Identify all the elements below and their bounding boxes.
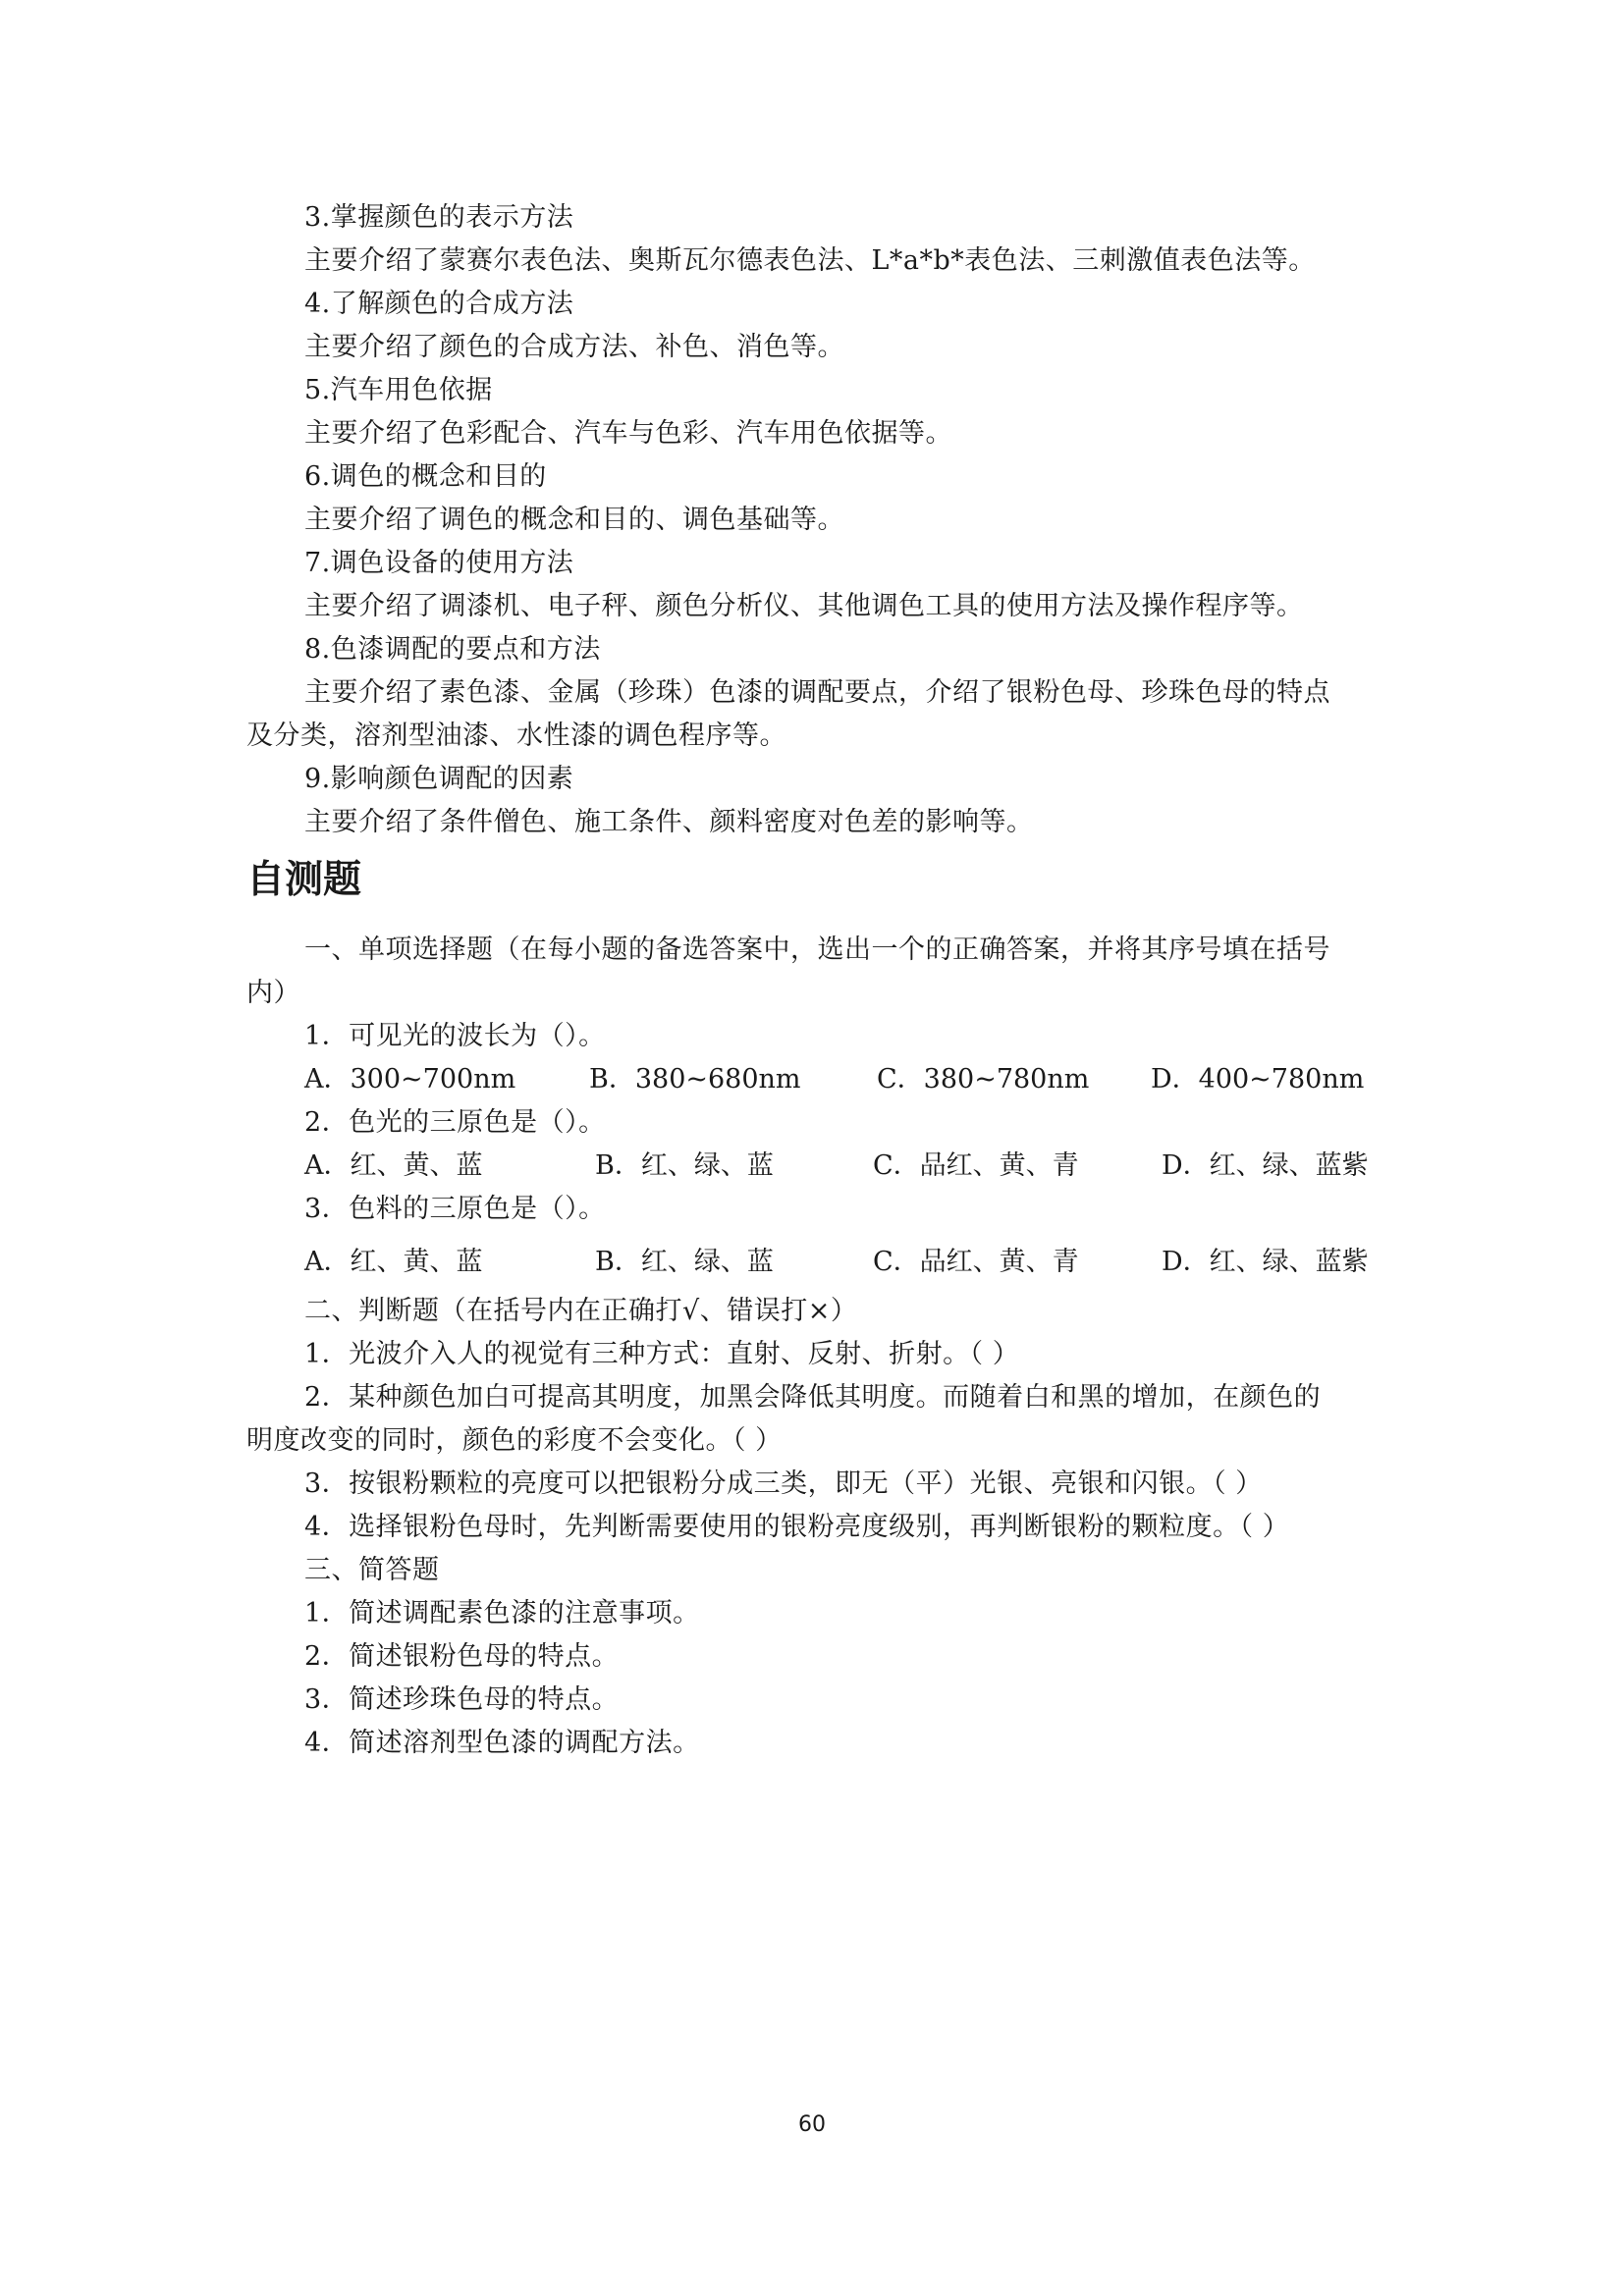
summary-title-5: 5.汽车用色依据 [304,375,493,405]
summary-desc-4: 主要介绍了颜色的合成方法、补色、消色等。 [304,332,844,362]
short-answer-question-1: 1．简述调配素色漆的注意事项。 [304,1598,700,1629]
summary-title-3: 3.掌握颜色的表示方法 [304,202,574,233]
choice-question-2: 2．色光的三原色是（）。 [304,1107,606,1138]
choice-3-option-a: A．红、黄、蓝 [304,1247,483,1277]
single-choice-intro-line2: 内） [246,978,300,1008]
short-answer-intro: 三、简答题 [304,1555,440,1585]
summary-desc-8-line1: 主要介绍了素色漆、金属（珍珠）色漆的调配要点，介绍了银粉色母、珍珠色母的特点 [304,677,1330,708]
choice-3-option-b: B．红、绿、蓝 [595,1247,774,1277]
summary-title-4: 4.了解颜色的合成方法 [304,289,574,319]
choice-1-option-b: B．380~680nm [589,1064,801,1095]
summary-title-6: 6.调色的概念和目的 [304,461,547,492]
summary-desc-7: 主要介绍了调漆机、电子秤、颜色分析仪、其他调色工具的使用方法及操作程序等。 [304,591,1304,621]
true-false-question-2-line2: 明度改变的同时，颜色的彩度不会变化。（ ） [246,1425,783,1456]
summary-desc-8-line2: 及分类，溶剂型油漆、水性漆的调色程序等。 [246,721,786,751]
choice-question-1: 1．可见光的波长为（）。 [304,1021,606,1051]
choice-1-option-d: D．400~780nm [1151,1064,1365,1095]
choice-3-option-d: D．红、绿、蓝紫 [1162,1247,1369,1277]
summary-desc-6: 主要介绍了调色的概念和目的、调色基础等。 [304,505,844,535]
choice-3-option-c: C．品红、黄、青 [873,1247,1079,1277]
page-number: 60 [798,2112,826,2137]
summary-desc-5: 主要介绍了色彩配合、汽车与色彩、汽车用色依据等。 [304,418,952,449]
true-false-question-1: 1．光波介入人的视觉有三种方式：直射、反射、折射。（ ） [304,1339,1020,1369]
choice-2-option-c: C．品红、黄、青 [873,1150,1079,1181]
choice-2-option-b: B．红、绿、蓝 [595,1150,774,1181]
single-choice-intro-line1: 一、单项选择题（在每小题的备选答案中，选出一个的正确答案，并将其序号填在括号 [304,934,1330,965]
short-answer-question-4: 4．简述溶剂型色漆的调配方法。 [304,1728,700,1758]
self-test-heading: 自测题 [246,858,362,902]
true-false-question-4: 4．选择银粉色母时，先判断需要使用的银粉亮度级别，再判断银粉的颗粒度。（ ） [304,1512,1290,1542]
choice-1-option-a: A．300~700nm [304,1064,516,1095]
choice-1-option-c: C．380~780nm [877,1064,1090,1095]
true-false-question-2-line1: 2．某种颜色加白可提高其明度，加黑会降低其明度。而随着白和黑的增加，在颜色的 [304,1382,1322,1413]
summary-desc-9: 主要介绍了条件僧色、施工条件、颜料密度对色差的影响等。 [304,807,1034,837]
choice-2-option-d: D．红、绿、蓝紫 [1162,1150,1369,1181]
true-false-question-3: 3．按银粉颗粒的亮度可以把银粉分成三类，即无（平）光银、亮银和闪银。（ ） [304,1468,1263,1499]
short-answer-question-3: 3．简述珍珠色母的特点。 [304,1684,620,1715]
choice-question-3: 3．色料的三原色是（）。 [304,1194,606,1224]
short-answer-question-2: 2．简述银粉色母的特点。 [304,1641,620,1672]
summary-desc-3: 主要介绍了蒙赛尔表色法、奥斯瓦尔德表色法、L*a*b*表色法、三刺激值表色法等。 [304,245,1316,276]
summary-title-9: 9.影响颜色调配的因素 [304,764,574,794]
summary-title-7: 7.调色设备的使用方法 [304,548,574,578]
summary-title-8: 8.色漆调配的要点和方法 [304,634,601,665]
choice-2-option-a: A．红、黄、蓝 [304,1150,483,1181]
true-false-intro: 二、判断题（在括号内在正确打√、错误打×） [304,1296,858,1326]
